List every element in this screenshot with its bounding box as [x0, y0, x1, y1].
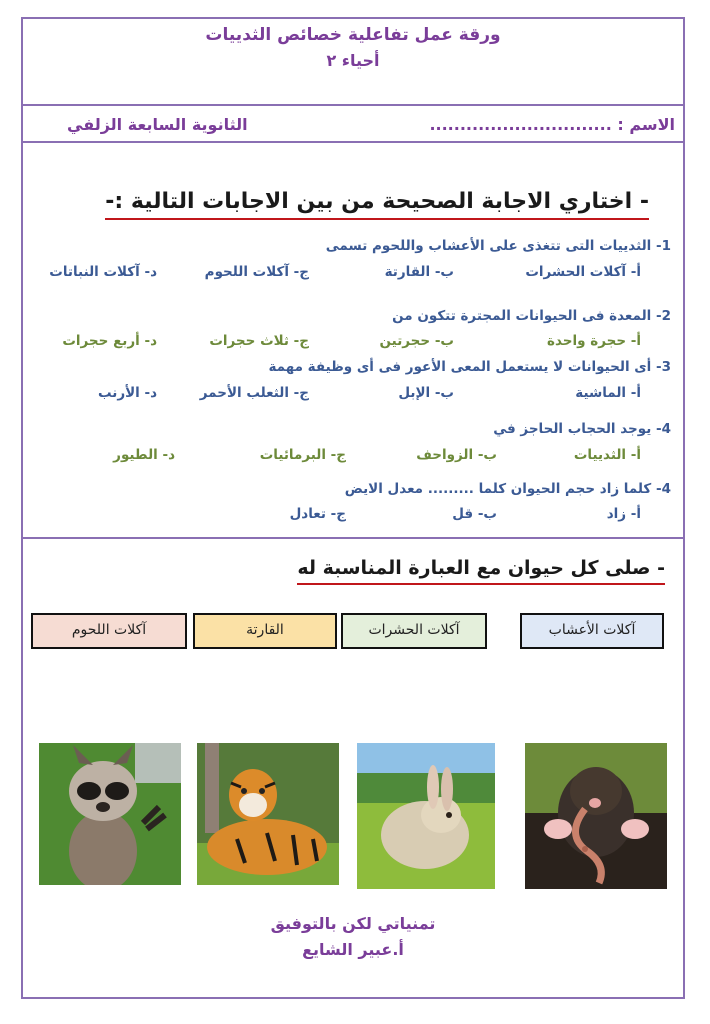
section1-heading — [105, 189, 649, 214]
q1-option-b[interactable]: ب- القارتة — [384, 264, 454, 280]
q4-option-b[interactable]: ب- الزواحف — [416, 447, 497, 463]
box-herbivores[interactable]: آكلات الأعشاب — [520, 613, 664, 649]
question-5: 4- كلما زاد حجم الحيوان كلما ......... معدل الايض — [344, 481, 671, 497]
q3-option-c[interactable]: ج- الثعلب الأحمر — [199, 385, 309, 401]
q2-option-b[interactable]: ب- حجرتين — [379, 333, 454, 349]
question-3: 3- أى الحيوانات لا يستعمل المعى الأعور فى أى وظيفة مهمة — [268, 359, 671, 375]
box-carnivores[interactable]: آكلات اللحوم — [31, 613, 187, 649]
box-insectivores[interactable]: آكلات الحشرات — [341, 613, 487, 649]
q2-option-a[interactable]: أ- حجرة واحدة — [547, 333, 641, 349]
heading-underline — [105, 218, 649, 220]
q5-option-b[interactable]: ب- قل — [452, 506, 497, 522]
heading-underline — [297, 583, 665, 585]
teacher-name: أ.عبير الشايع — [302, 940, 404, 959]
q5-option-a[interactable]: أ- زاد — [606, 506, 641, 522]
q3-option-b[interactable]: ب- الإبل — [398, 385, 454, 401]
section1-heading-text: - اختاري الاجابة الصحيحة من بين الاجابات التالية :- — [105, 189, 649, 214]
mole-photo[interactable] — [525, 743, 667, 889]
divider — [23, 104, 683, 106]
q1-option-a[interactable]: أ- آكلات الحشرات — [525, 264, 641, 280]
q3-option-a[interactable]: أ- الماشية — [575, 385, 641, 401]
divider — [23, 537, 683, 539]
q4-option-a[interactable]: أ- الثدييات — [573, 447, 641, 463]
school-name: الثانوية السابعة الزلفي — [67, 115, 248, 134]
q3-option-d[interactable]: د- الأرنب — [97, 385, 157, 401]
worksheet-title: ورقة عمل تفاعلية خصائص الثدييات — [205, 25, 501, 45]
box-rodents[interactable]: القارتة — [193, 613, 337, 649]
subject-label: أحياء ٢ — [326, 51, 380, 70]
section2-heading-text: - صلى كل حيوان مع العبارة المناسبة له — [297, 557, 665, 579]
q4-option-c[interactable]: ج- البرمائيات — [259, 447, 346, 463]
q2-option-d[interactable]: د- أربع حجرات — [62, 333, 157, 349]
question-1: 1- الثدييات التى تتغذى على الأعشاب واللحوم تسمى — [325, 238, 671, 254]
closing-wishes: تمنياتي لكن بالتوفيق — [270, 914, 436, 933]
student-name-field[interactable]: الاسم : .............................. — [429, 115, 675, 134]
raccoon-photo[interactable] — [39, 743, 181, 885]
question-2: 2- المعدة فى الحيوانات المجترة تتكون من — [392, 308, 671, 324]
q5-option-c[interactable]: ج- تعادل — [289, 506, 346, 522]
divider — [23, 141, 683, 143]
q1-option-d[interactable]: د- آكلات النباتات — [49, 264, 157, 280]
q1-option-c[interactable]: ج- آكلات اللحوم — [204, 264, 309, 280]
section2-heading — [297, 557, 665, 579]
q2-option-c[interactable]: ج- ثلاث حجرات — [209, 333, 309, 349]
worksheet-frame — [21, 17, 685, 999]
tiger-photo[interactable] — [197, 743, 339, 885]
question-4: 4- يوجد الحجاب الحاجز في — [493, 421, 671, 437]
q4-option-d[interactable]: د- الطيور — [113, 447, 175, 463]
rabbit-photo[interactable] — [357, 743, 495, 889]
